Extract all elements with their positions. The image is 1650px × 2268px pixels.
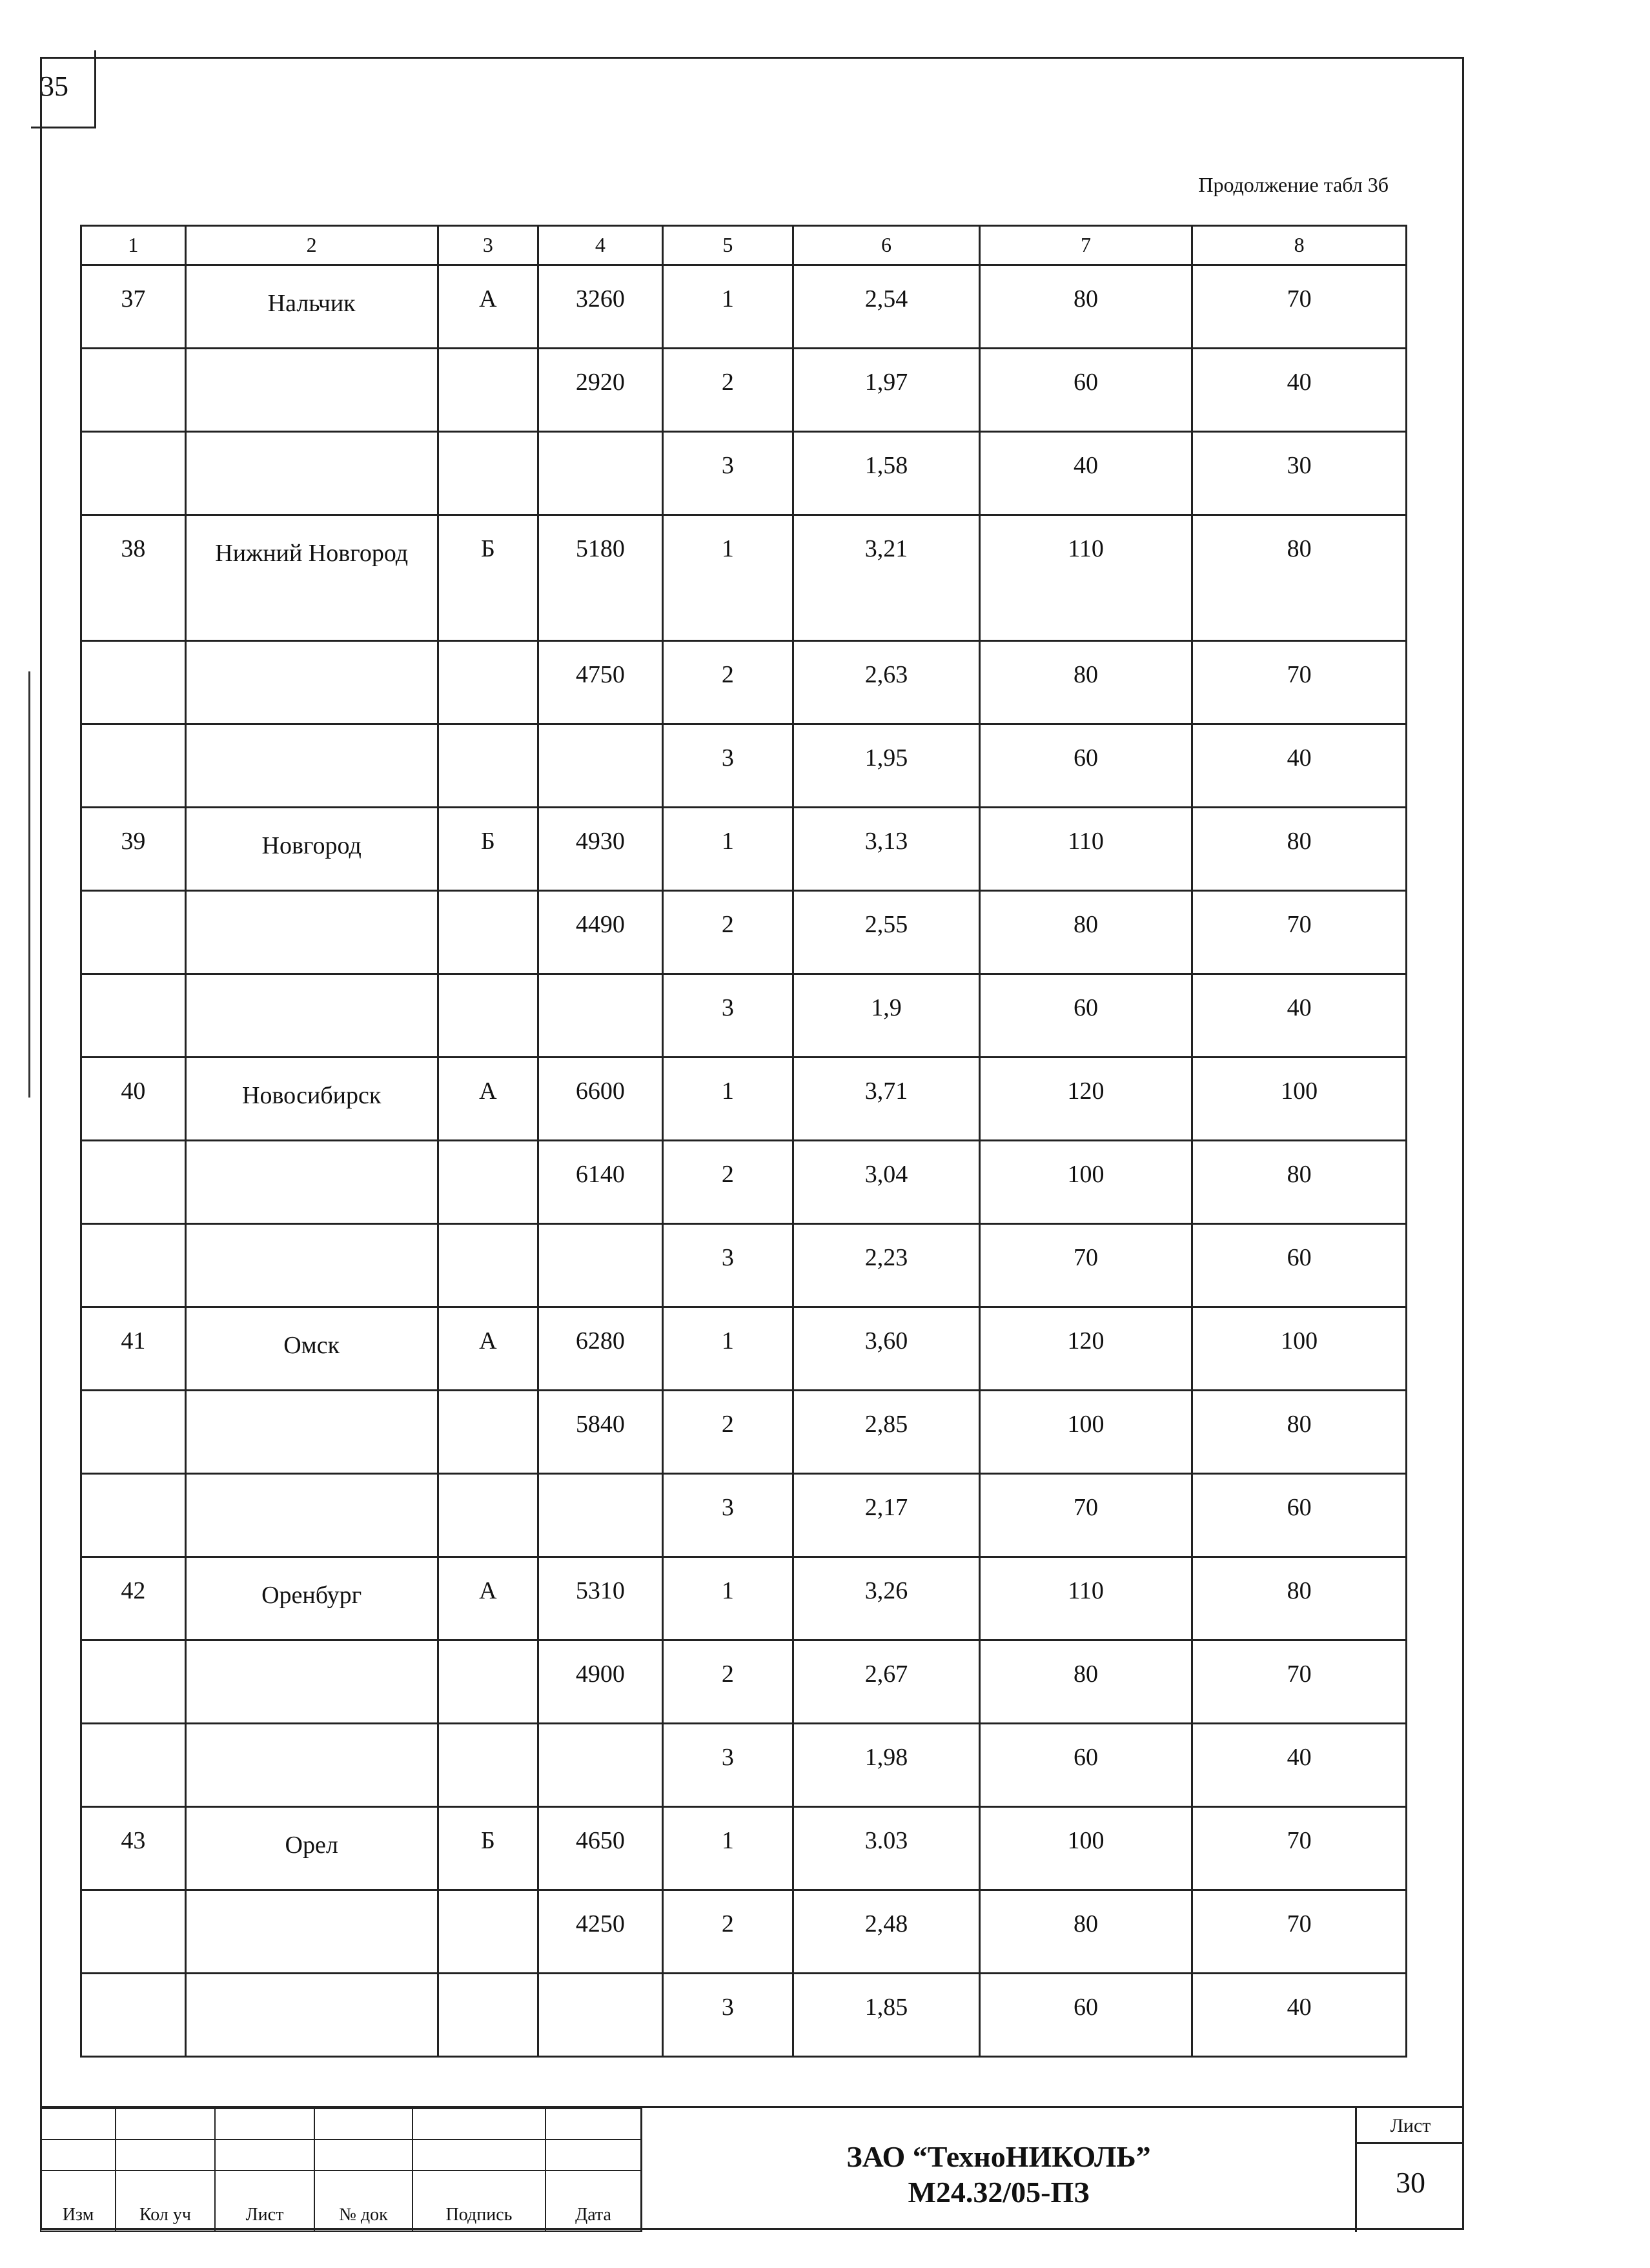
table-cell: Новосибирск — [185, 1057, 438, 1141]
table-cell — [185, 1391, 438, 1474]
table-cell: 1,98 — [793, 1724, 980, 1807]
table-cell: 40 — [1192, 724, 1407, 808]
table-row — [81, 1391, 1407, 1474]
table-cell: 4930 — [538, 808, 662, 891]
table-cell: 3,71 — [793, 1057, 980, 1141]
table-cell: 1 — [662, 1307, 793, 1391]
table-cell: 80 — [979, 1890, 1192, 1974]
table-cell — [185, 891, 438, 974]
table-cell: 80 — [1192, 1141, 1407, 1224]
page-number: 35 — [40, 70, 68, 102]
table-cell: 40 — [1192, 974, 1407, 1057]
table-cell — [81, 974, 186, 1057]
table-cell — [185, 432, 438, 515]
table-cell: 40 — [979, 432, 1192, 515]
table-cell — [81, 1141, 186, 1224]
table-cell: 3,21 — [793, 515, 980, 641]
table-cell: 110 — [979, 808, 1192, 891]
table-cell — [438, 432, 538, 515]
table-cell — [185, 641, 438, 724]
table-cell: 1,97 — [793, 349, 980, 432]
table-row — [81, 974, 1407, 1057]
table-cell: 2,48 — [793, 1890, 980, 1974]
table-cell: 2 — [662, 891, 793, 974]
table-cell: 3 — [662, 1224, 793, 1307]
table-cell: Оренбург — [185, 1557, 438, 1640]
table-cell: Орел — [185, 1807, 438, 1890]
table-cell — [438, 891, 538, 974]
table-cell: 100 — [979, 1807, 1192, 1890]
table-cell: 1 — [662, 1557, 793, 1640]
table-row — [81, 891, 1407, 974]
revision-grid — [40, 2108, 642, 2232]
table-cell: 40 — [81, 1057, 186, 1141]
table-cell — [185, 1224, 438, 1307]
table-cell — [81, 641, 186, 724]
table-cell: Б — [438, 808, 538, 891]
table-cell: 60 — [979, 974, 1192, 1057]
table-cell: 3260 — [538, 265, 662, 349]
table-row — [81, 1890, 1407, 1974]
table-cell — [438, 641, 538, 724]
table-cell: 3,60 — [793, 1307, 980, 1391]
table-cell: 41 — [81, 1307, 186, 1391]
table-cell — [81, 724, 186, 808]
table-cell: 60 — [979, 1974, 1192, 2057]
table-cell: 3,26 — [793, 1557, 980, 1640]
table-cell: 42 — [81, 1557, 186, 1640]
table-cell — [438, 1974, 538, 2057]
table-cell: 100 — [1192, 1307, 1407, 1391]
company-name: ЗАО “ТехноНИКОЛЬ” — [846, 2140, 1151, 2173]
table-cell: 60 — [1192, 1224, 1407, 1307]
table-cell: Нальчик — [185, 265, 438, 349]
table-cell: 43 — [81, 1807, 186, 1890]
table-cell — [438, 974, 538, 1057]
table-cell: 30 — [1192, 432, 1407, 515]
table-row — [81, 808, 1407, 891]
table-cell: 4900 — [538, 1640, 662, 1724]
climate-data-table — [80, 225, 1407, 2058]
table-cell: 2 — [662, 1890, 793, 1974]
table-cell: 70 — [979, 1474, 1192, 1557]
table-cell: 1,9 — [793, 974, 980, 1057]
table-row — [81, 432, 1407, 515]
table-cell: 3,13 — [793, 808, 980, 891]
table-cell: 2920 — [538, 349, 662, 432]
table-cell: А — [438, 1057, 538, 1141]
table-cell — [81, 1974, 186, 2057]
table-cell: 3.03 — [793, 1807, 980, 1890]
table-cell: Б — [438, 515, 538, 641]
table-cell — [438, 1474, 538, 1557]
table-cell — [81, 432, 186, 515]
table-cell: 4650 — [538, 1807, 662, 1890]
sheet-number: 30 — [1396, 2166, 1425, 2199]
column-header: 5 — [662, 226, 793, 265]
table-cell — [538, 974, 662, 1057]
table-cell — [438, 1141, 538, 1224]
table-cell — [185, 1974, 438, 2057]
table-cell — [438, 1224, 538, 1307]
table-cell: 39 — [81, 808, 186, 891]
table-cell: 3,04 — [793, 1141, 980, 1224]
table-cell: 6280 — [538, 1307, 662, 1391]
label-signature: Подпись — [412, 2171, 545, 2231]
table-cell: 40 — [1192, 1724, 1407, 1807]
table-cell: 5310 — [538, 1557, 662, 1640]
table-cell: 5840 — [538, 1391, 662, 1474]
table-cell: 3 — [662, 1974, 793, 2057]
column-header: 2 — [185, 226, 438, 265]
table-cell: 40 — [1192, 349, 1407, 432]
table-cell: 100 — [1192, 1057, 1407, 1141]
table-cell: А — [438, 1557, 538, 1640]
table-cell: 3 — [662, 432, 793, 515]
table-cell — [538, 1974, 662, 2057]
table-cell: Новгород — [185, 808, 438, 891]
table-cell: 1,85 — [793, 1974, 980, 2057]
table-cell: 5180 — [538, 515, 662, 641]
column-header: 4 — [538, 226, 662, 265]
table-cell: 70 — [979, 1224, 1192, 1307]
table-cell: 110 — [979, 1557, 1192, 1640]
table-cell — [185, 1141, 438, 1224]
table-cell: 1,58 — [793, 432, 980, 515]
table-cell — [538, 1224, 662, 1307]
table-cell: Омск — [185, 1307, 438, 1391]
table-cell: 2,63 — [793, 641, 980, 724]
table-cell: 2,23 — [793, 1224, 980, 1307]
table-cell: 70 — [1192, 891, 1407, 974]
label-change: Изм — [41, 2171, 116, 2231]
table-cell: 2 — [662, 1640, 793, 1724]
column-header: 1 — [81, 226, 186, 265]
table-row — [81, 1474, 1407, 1557]
table-cell: 3 — [662, 724, 793, 808]
column-header: 6 — [793, 226, 980, 265]
table-cell: 2 — [662, 1141, 793, 1224]
table-cell: 2,55 — [793, 891, 980, 974]
table-cell: 120 — [979, 1057, 1192, 1141]
table-cell — [438, 1391, 538, 1474]
table-cell — [81, 1724, 186, 1807]
column-header: 3 — [438, 226, 538, 265]
table-cell — [185, 974, 438, 1057]
table-cell: 2 — [662, 349, 793, 432]
table-cell — [438, 349, 538, 432]
column-header: 8 — [1192, 226, 1407, 265]
table-cell: 2,17 — [793, 1474, 980, 1557]
table-cell: 2,85 — [793, 1391, 980, 1474]
table-cell — [185, 1890, 438, 1974]
table-cell — [438, 724, 538, 808]
table-cell: А — [438, 1307, 538, 1391]
table-cell: 6600 — [538, 1057, 662, 1141]
table-cell — [81, 1474, 186, 1557]
table-cell: 3 — [662, 1724, 793, 1807]
table-cell: 1 — [662, 808, 793, 891]
table-row — [81, 641, 1407, 724]
sheet-label: Лист — [1357, 2108, 1464, 2144]
table-row — [81, 1557, 1407, 1640]
table-cell: А — [438, 265, 538, 349]
sheet-box — [1357, 2108, 1464, 2232]
table-cell — [538, 1474, 662, 1557]
table-cell: 70 — [1192, 1890, 1407, 1974]
table-cell: 100 — [979, 1391, 1192, 1474]
document-code: М24.32/05-ПЗ — [908, 2176, 1090, 2209]
table-cell: 80 — [979, 891, 1192, 974]
table-cell — [438, 1724, 538, 1807]
table-cell: 120 — [979, 1307, 1192, 1391]
table-cell — [185, 1640, 438, 1724]
table-cell: 6140 — [538, 1141, 662, 1224]
table-cell: 110 — [979, 515, 1192, 641]
table-header-row — [81, 226, 1407, 265]
table-cell — [81, 1640, 186, 1724]
table-cell: 37 — [81, 265, 186, 349]
table-continuation-label: Продолжение табл 3б — [1198, 173, 1389, 196]
table-cell: 1 — [662, 1057, 793, 1141]
table-cell — [81, 349, 186, 432]
table-cell: 80 — [979, 1640, 1192, 1724]
table-cell: 80 — [1192, 808, 1407, 891]
table-cell: 70 — [1192, 1640, 1407, 1724]
table-cell — [538, 724, 662, 808]
table-cell — [185, 724, 438, 808]
table-row — [81, 265, 1407, 349]
table-cell — [185, 1474, 438, 1557]
title-block — [40, 2106, 1464, 2232]
table-cell — [538, 432, 662, 515]
table-cell: 60 — [1192, 1474, 1407, 1557]
table-cell: 80 — [1192, 515, 1407, 641]
table-cell: 1 — [662, 265, 793, 349]
table-cell: 80 — [1192, 1391, 1407, 1474]
table-cell: 1,95 — [793, 724, 980, 808]
table-row — [81, 1224, 1407, 1307]
table-row — [81, 1640, 1407, 1724]
table-cell: 2,67 — [793, 1640, 980, 1724]
table-cell: 80 — [979, 265, 1192, 349]
table-cell: 4750 — [538, 641, 662, 724]
label-date: Дата — [545, 2171, 641, 2231]
table-cell — [438, 1890, 538, 1974]
column-header: 7 — [979, 226, 1192, 265]
table-cell: 1 — [662, 515, 793, 641]
table-row — [81, 1307, 1407, 1391]
table-cell: 38 — [81, 515, 186, 641]
table-row — [81, 1974, 1407, 2057]
table-cell: 60 — [979, 724, 1192, 808]
table-cell: 70 — [1192, 641, 1407, 724]
table-cell — [538, 1724, 662, 1807]
table-cell — [185, 1724, 438, 1807]
table-cell: Нижний Новгород — [185, 515, 438, 641]
table-row — [81, 349, 1407, 432]
table-cell: 80 — [979, 641, 1192, 724]
table-cell — [81, 1224, 186, 1307]
table-cell — [81, 1890, 186, 1974]
table-cell: 60 — [979, 349, 1192, 432]
label-doc-number: № док — [314, 2171, 412, 2231]
label-sheet: Лист — [215, 2171, 314, 2231]
margin-mark — [28, 671, 30, 1098]
label-count: Кол уч — [116, 2171, 215, 2231]
table-row — [81, 724, 1407, 808]
table-cell — [81, 891, 186, 974]
table-cell: 3 — [662, 1474, 793, 1557]
table-cell: 2,54 — [793, 265, 980, 349]
table-cell: 4250 — [538, 1890, 662, 1974]
table-cell: 4490 — [538, 891, 662, 974]
table-cell: 70 — [1192, 265, 1407, 349]
table-cell: 2 — [662, 1391, 793, 1474]
table-cell: 1 — [662, 1807, 793, 1890]
table-cell: 3 — [662, 974, 793, 1057]
table-cell — [438, 1640, 538, 1724]
table-cell: 2 — [662, 641, 793, 724]
table-cell: 80 — [1192, 1557, 1407, 1640]
table-row — [81, 1724, 1407, 1807]
table-cell: 100 — [979, 1141, 1192, 1224]
table-cell: 60 — [979, 1724, 1192, 1807]
table-cell — [185, 349, 438, 432]
title-block-center — [640, 2108, 1357, 2232]
table-cell: 70 — [1192, 1807, 1407, 1890]
table-cell: Б — [438, 1807, 538, 1890]
table-cell: 40 — [1192, 1974, 1407, 2057]
table-row — [81, 1057, 1407, 1141]
table-row — [81, 515, 1407, 641]
table-row — [81, 1141, 1407, 1224]
table-row — [81, 1807, 1407, 1890]
table-cell — [81, 1391, 186, 1474]
